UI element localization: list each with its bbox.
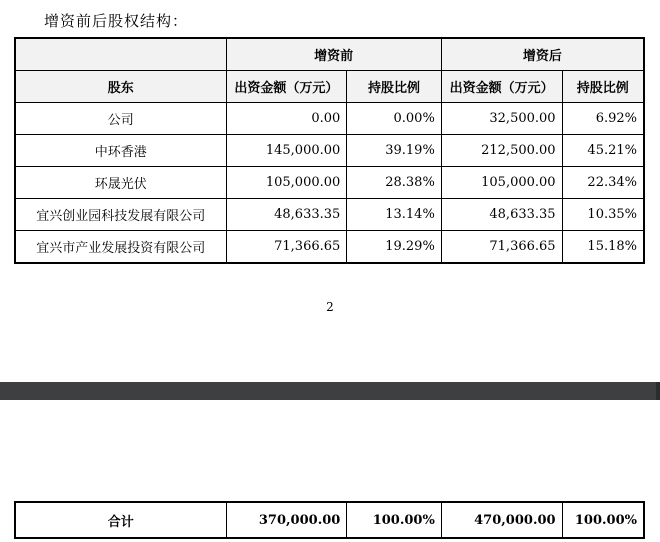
amount-before-cell: 0.00 (226, 103, 347, 135)
total-ratio-before: 100.00% (347, 502, 442, 538)
table-row (15, 167, 644, 199)
header-blank-cell (15, 38, 226, 71)
equity-structure-table (14, 37, 645, 264)
page-separator (0, 382, 660, 400)
shareholder-name-cell: 宜兴市产业发展投资有限公司 (15, 231, 226, 264)
ratio-after-cell: 6.92% (562, 103, 644, 135)
total-row (15, 502, 644, 538)
shareholder-name-cell: 宜兴创业园科技发展有限公司 (15, 199, 226, 231)
table-row (15, 231, 644, 264)
total-table (14, 501, 645, 539)
header-ratio-after: 持股比例 (562, 71, 644, 103)
header-amount-before: 出资金额（万元） (226, 71, 347, 103)
column-header-row (15, 71, 644, 103)
total-ratio-after: 100.00% (562, 502, 644, 538)
ratio-before-cell: 39.19% (347, 135, 442, 167)
page-number: 2 (326, 300, 334, 314)
page-separator-edge (656, 382, 660, 400)
amount-before-cell: 105,000.00 (226, 167, 347, 199)
ratio-after-cell: 22.34% (562, 167, 644, 199)
header-after-capital-increase: 增资后 (441, 38, 644, 71)
caption: 增资前后股权结构： (44, 12, 189, 30)
ratio-before-cell: 13.14% (347, 199, 442, 231)
table-row (15, 135, 644, 167)
total-label: 合计 (15, 502, 226, 538)
amount-before-cell: 145,000.00 (226, 135, 347, 167)
amount-after-cell: 105,000.00 (441, 167, 562, 199)
table-body (15, 103, 644, 264)
amount-before-cell: 71,366.65 (226, 231, 347, 264)
table-row (15, 199, 644, 231)
amount-after-cell: 32,500.00 (441, 103, 562, 135)
total-amount-before: 370,000.00 (226, 502, 347, 538)
amount-after-cell: 71,366.65 (441, 231, 562, 264)
amount-after-cell: 48,633.35 (441, 199, 562, 231)
table-row (15, 103, 644, 135)
header-shareholder: 股东 (15, 71, 226, 103)
total-amount-after: 470,000.00 (441, 502, 562, 538)
ratio-before-cell: 19.29% (347, 231, 442, 264)
ratio-after-cell: 45.21% (562, 135, 644, 167)
amount-before-cell: 48,633.35 (226, 199, 347, 231)
ratio-after-cell: 10.35% (562, 199, 644, 231)
header-before-capital-increase: 增资前 (226, 38, 441, 71)
shareholder-name-cell: 公司 (15, 103, 226, 135)
ratio-before-cell: 0.00% (347, 103, 442, 135)
ratio-after-cell: 15.18% (562, 231, 644, 264)
header-ratio-before: 持股比例 (347, 71, 442, 103)
shareholder-name-cell: 环晟光伏 (15, 167, 226, 199)
shareholder-name-cell: 中环香港 (15, 135, 226, 167)
ratio-before-cell: 28.38% (347, 167, 442, 199)
amount-after-cell: 212,500.00 (441, 135, 562, 167)
header-amount-after: 出资金额（万元） (441, 71, 562, 103)
group-header-row (15, 38, 644, 71)
